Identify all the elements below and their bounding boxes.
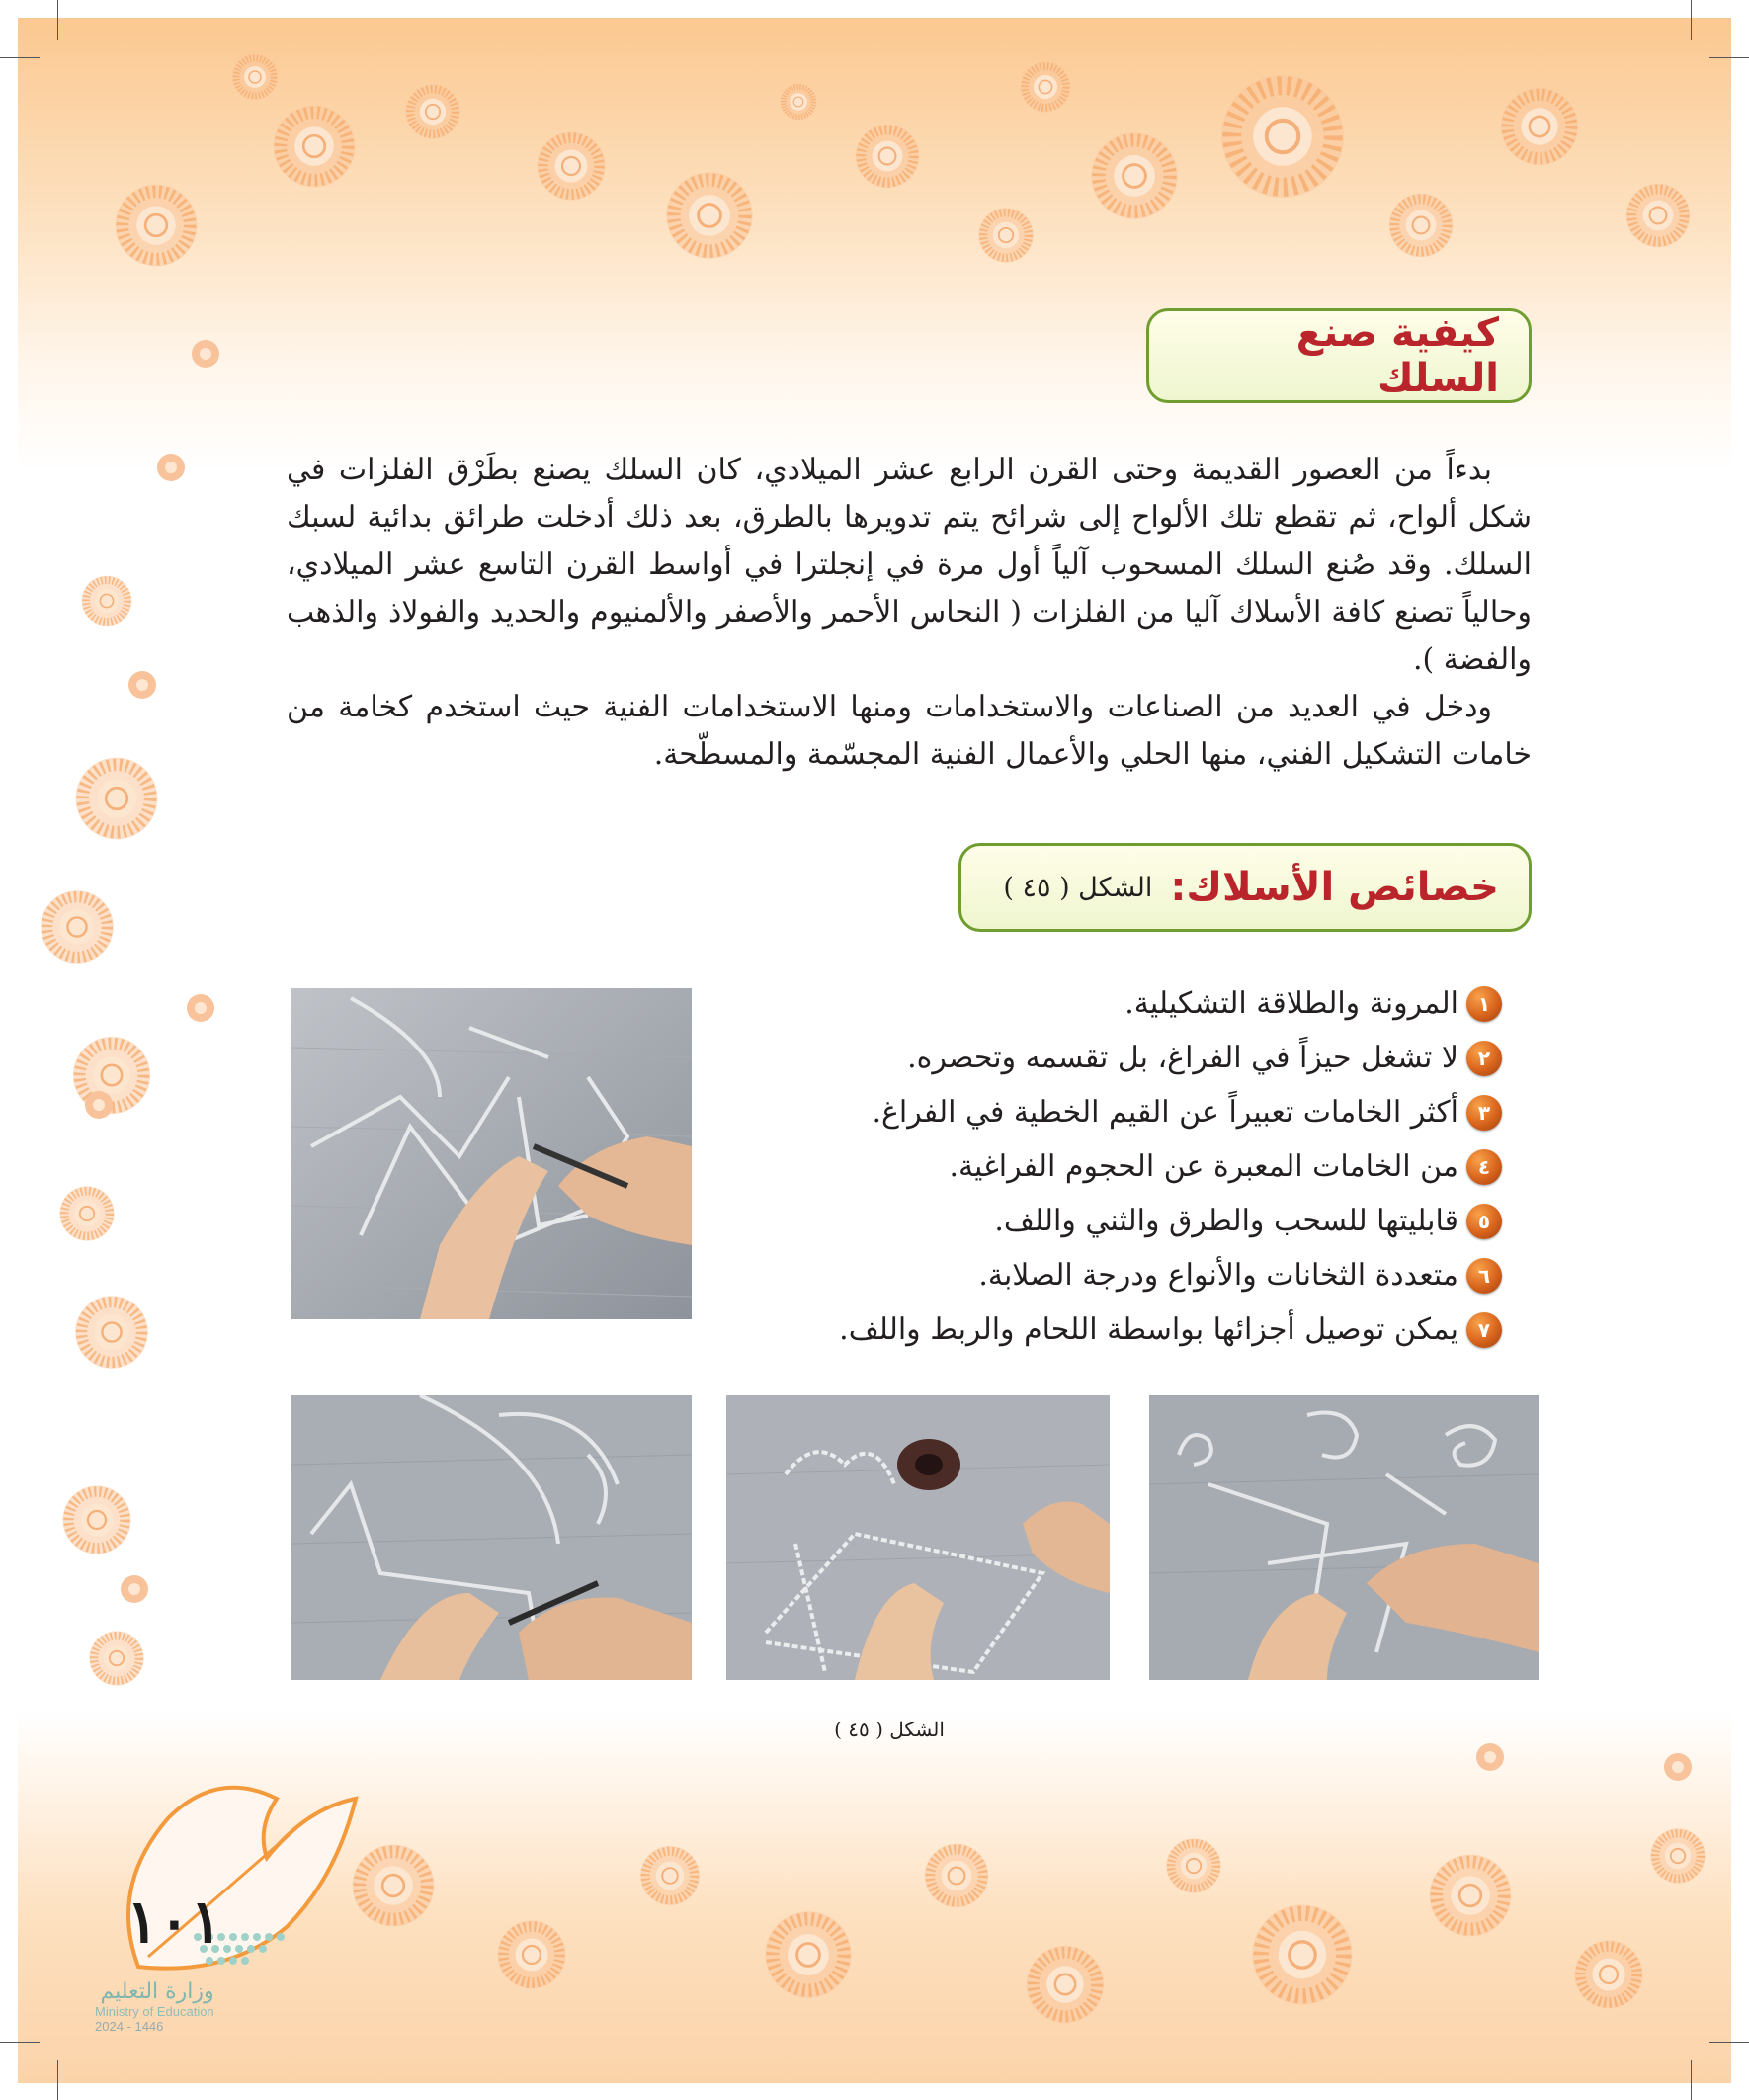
paragraph: ودخل في العديد من الصناعات والاستخدامات ومنها الاستخدامات الفنية حيث استخدم كخامة من خامات التشكيل الفني، منها الحلي والأعمال الفنية المجسّمة والمسطّحة.: [287, 690, 1532, 772]
photo-wire-bending-2: [726, 1395, 1110, 1680]
crop-mark: [57, 2060, 58, 2100]
properties-list: [711, 976, 1502, 1357]
number-bullet-icon: ٥: [1466, 1204, 1502, 1239]
list-item-text: من الخامات المعبرة عن الحجوم الفراغية.: [949, 1149, 1458, 1184]
list-item-text: أكثر الخامات تعبيراً عن القيم الخطية في الفراغ.: [872, 1095, 1458, 1130]
crop-mark: [1691, 0, 1692, 40]
list-item-text: المرونة والطلاقة التشكيلية.: [1124, 986, 1458, 1021]
properties-title-box: [958, 843, 1532, 932]
photo-wire-spirals: [1149, 1395, 1539, 1680]
number-bullet-icon: ١: [1466, 986, 1502, 1022]
list-item-text: يمكن توصيل أجزائها بواسطة اللحام والربط واللف.: [839, 1312, 1458, 1347]
number-bullet-icon: ٢: [1466, 1041, 1502, 1076]
body-text: [287, 447, 1532, 779]
crop-mark: [57, 0, 58, 40]
crop-mark: [1709, 2042, 1749, 2043]
figure-reference: الشكل ( ٤٥ ): [1003, 872, 1153, 903]
photo-wire-shaping-pliers: [292, 988, 692, 1319]
ministry-name-arabic: وزارة التعليم: [100, 1979, 214, 2004]
properties-title: خصائص الأسلاك:: [1170, 865, 1499, 910]
paragraph: بدءاً من العصور القديمة وحتى القرن الرابع عشر الميلادي، كان السلك يصنع بطَرْق الفلزات في شكل ألواح، ثم تقطع تلك الألواح إلى شرائح يتم تدويرها بالطرق، بعد ذلك أدخلت طرائق بدائية لسبك السلك. وقد صُنع السلك المسحوب آلياً أول مرة في إنجلترا في أواسط القرن التاسع عشر الميلادي، وحالياً تصنع كافة الأسلاك آليا من الفلزات ( النحاس الأحمر والأصفر والألمنيوم والحديد والفولاذ والذهب والفضة ).: [287, 453, 1532, 677]
list-item-text: قابليتها للسحب والطرق والثني واللف.: [994, 1204, 1458, 1238]
edition-year: 2024 - 1446: [95, 2019, 164, 2034]
list-item: [711, 1139, 1502, 1194]
crop-mark: [0, 57, 40, 58]
number-bullet-icon: ٦: [1466, 1258, 1502, 1294]
list-item: [711, 1248, 1502, 1302]
ministry-name-english: Ministry of Education: [95, 2004, 214, 2019]
list-item: [711, 1085, 1502, 1139]
section-title: كيفية صنع السلك: [1295, 310, 1499, 401]
list-item: [711, 976, 1502, 1031]
number-bullet-icon: ٧: [1466, 1312, 1502, 1348]
section-title-box: [1146, 308, 1532, 403]
number-bullet-icon: ٣: [1466, 1095, 1502, 1131]
list-item: [711, 1031, 1502, 1085]
page-number: ١٠١: [126, 1888, 222, 1957]
list-item-text: متعددة الثخانات والأنواع ودرجة الصلابة.: [978, 1258, 1458, 1293]
crop-mark: [1691, 2060, 1692, 2100]
list-item: [711, 1194, 1502, 1248]
list-item: [711, 1302, 1502, 1357]
photo-wire-bending-1: [292, 1395, 692, 1680]
figure-caption: الشكل ( ٤٥ ): [834, 1718, 945, 1741]
ministry-logo: [95, 1979, 214, 2034]
list-item-text: لا تشغل حيزاً في الفراغ، بل تقسمه وتحصره.: [907, 1041, 1458, 1075]
number-bullet-icon: ٤: [1466, 1149, 1502, 1185]
crop-mark: [1709, 57, 1749, 58]
crop-mark: [0, 2042, 40, 2043]
